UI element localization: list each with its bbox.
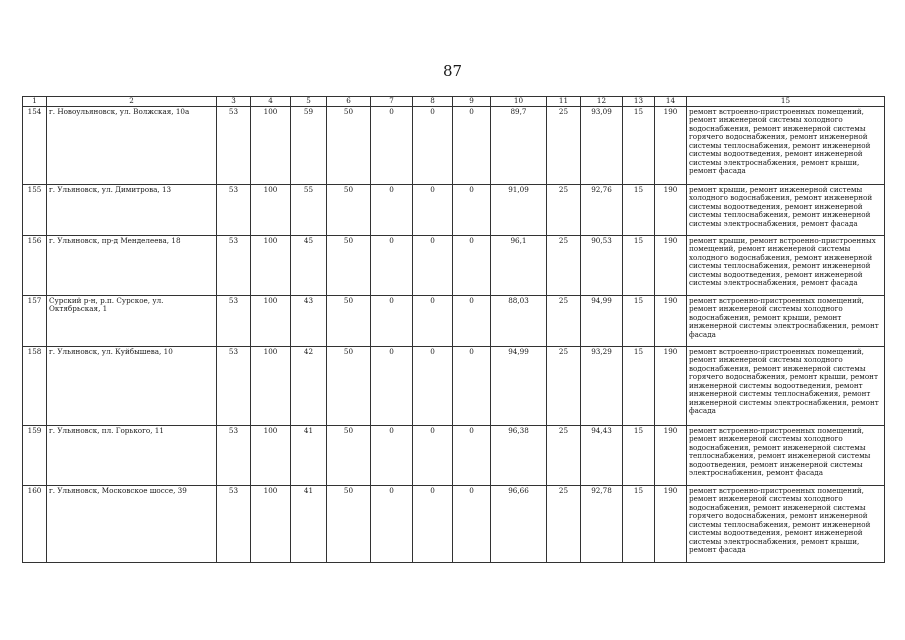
address-cell: Сурский р-н, р.п. Сурское, ул. Октябрьская, 1 [47,295,217,346]
address-cell: г. Ульяновск, пр-д Менделеева, 18 [47,235,217,295]
value-cell: 15 [623,106,655,184]
value-cell: 15 [623,425,655,485]
address-cell: г. Новоульяновск, ул. Волжская, 10а [47,106,217,184]
value-cell: 0 [371,425,413,485]
value-cell: 190 [655,425,687,485]
value-cell: 90,53 [581,235,623,295]
value-cell: 0 [453,425,491,485]
value-cell: 100 [251,295,291,346]
header-cell: 6 [327,97,371,107]
table-body [23,106,885,562]
value-cell: 0 [453,295,491,346]
value-cell: 53 [217,295,251,346]
value-cell: 0 [413,346,453,425]
value-cell: 50 [327,346,371,425]
value-cell: 41 [291,485,327,562]
value-cell: 0 [413,295,453,346]
value-cell: 190 [655,184,687,235]
value-cell: 15 [623,184,655,235]
header-cell: 8 [413,97,453,107]
value-cell: 96,1 [491,235,547,295]
value-cell: 100 [251,485,291,562]
value-cell: 94,99 [491,346,547,425]
value-cell: 190 [655,295,687,346]
value-cell: 0 [371,184,413,235]
table-row [23,485,885,562]
value-cell: 50 [327,295,371,346]
header-cell: 11 [547,97,581,107]
value-cell: 50 [327,184,371,235]
value-cell: 93,09 [581,106,623,184]
value-cell: 50 [327,425,371,485]
value-cell: 53 [217,425,251,485]
value-cell: 100 [251,106,291,184]
value-cell: 25 [547,235,581,295]
value-cell: 15 [623,295,655,346]
header-cell: 3 [217,97,251,107]
value-cell: 43 [291,295,327,346]
row-number-cell: 155 [23,184,47,235]
value-cell: 53 [217,346,251,425]
value-cell: 89,7 [491,106,547,184]
table-row [23,295,885,346]
value-cell: 55 [291,184,327,235]
value-cell: 50 [327,235,371,295]
row-number-cell: 157 [23,295,47,346]
header-cell: 2 [47,97,217,107]
header-cell: 1 [23,97,47,107]
header-cell: 13 [623,97,655,107]
value-cell: 92,76 [581,184,623,235]
value-cell: 96,66 [491,485,547,562]
value-cell: 91,09 [491,184,547,235]
value-cell: 88,03 [491,295,547,346]
value-cell: 41 [291,425,327,485]
value-cell: 0 [453,485,491,562]
value-cell: 25 [547,295,581,346]
value-cell: 0 [413,106,453,184]
table-row [23,106,885,184]
row-number-cell: 158 [23,346,47,425]
value-cell: 0 [371,106,413,184]
table-row [23,184,885,235]
value-cell: 0 [453,346,491,425]
header-cell: 12 [581,97,623,107]
value-cell: 15 [623,346,655,425]
value-cell: 25 [547,184,581,235]
works-cell: ремонт встроенно-пристроенных помещений, ремонт инженерной системы холодного водоснабжения, ремонт инженерной системы теплоснабжения, ремонт инженерной системы водоотведения, ремонт инженерной системы электроснабжения, ремонт фасада [687,425,885,485]
value-cell: 94,43 [581,425,623,485]
header-cell: 9 [453,97,491,107]
value-cell: 100 [251,184,291,235]
value-cell: 59 [291,106,327,184]
address-cell: г. Ульяновск, ул. Куйбышева, 10 [47,346,217,425]
value-cell: 45 [291,235,327,295]
header-cell: 14 [655,97,687,107]
value-cell: 0 [453,184,491,235]
address-cell: г. Ульяновск, пл. Горького, 11 [47,425,217,485]
works-cell: ремонт встроенно-пристроенных помещений, ремонт инженерной системы холодного водоснабжения, ремонт инженерной системы горячего водоснабжения, ремонт крыши, ремонт инженерной системы водоотведения, ремонт инженерной системы теплоснабжения, ремонт инженерной системы электроснабжения, ремонт фасада [687,346,885,425]
row-number-cell: 154 [23,106,47,184]
row-number-cell: 156 [23,235,47,295]
value-cell: 53 [217,184,251,235]
value-cell: 0 [371,485,413,562]
value-cell: 25 [547,106,581,184]
value-cell: 0 [453,235,491,295]
value-cell: 100 [251,346,291,425]
value-cell: 0 [413,485,453,562]
value-cell: 92,78 [581,485,623,562]
value-cell: 0 [371,295,413,346]
header-cell: 5 [291,97,327,107]
row-number-cell: 160 [23,485,47,562]
value-cell: 53 [217,485,251,562]
works-cell: ремонт встроенно-пристроенных помещений, ремонт инженерной системы холодного водоснабжения, ремонт инженерной системы горячего водоснабжения, ремонт инженерной системы теплоснабжения, ремонт инженерной системы водоотведения, ремонт инженерной системы электроснабжения, ремонт крыши, ремонт фасада [687,485,885,562]
row-number-cell: 159 [23,425,47,485]
address-cell: г. Ульяновск, ул. Димитрова, 13 [47,184,217,235]
header-cell: 10 [491,97,547,107]
repair-table [22,96,885,563]
value-cell: 0 [413,425,453,485]
value-cell: 25 [547,346,581,425]
works-cell: ремонт встроенно-пристроенных помещений, ремонт инженерной системы холодного водоснабжения, ремонт инженерной системы горячего водоснабжения, ремонт инженерной системы теплоснабжения, ремонт инженерной системы водоотведения, ремонт инженерной системы электроснабжения, ремонт крыши, ремонт фасада [687,106,885,184]
works-cell: ремонт встроенно-пристроенных помещений, ремонт инженерной системы холодного водоснабжения, ремонт крыши, ремонт инженерной системы электроснабжения, ремонт фасада [687,295,885,346]
value-cell: 100 [251,425,291,485]
header-cell: 4 [251,97,291,107]
value-cell: 25 [547,425,581,485]
value-cell: 96,38 [491,425,547,485]
value-cell: 94,99 [581,295,623,346]
value-cell: 0 [453,106,491,184]
value-cell: 0 [413,235,453,295]
works-cell: ремонт крыши, ремонт инженерной системы холодного водоснабжения, ремонт инженерной системы водоотведения, ремонт инженерной системы теплоснабжения, ремонт инженерной системы электроснабжения, ремонт фасада [687,184,885,235]
table-row [23,425,885,485]
address-cell: г. Ульяновск, Московское шоссе, 39 [47,485,217,562]
value-cell: 0 [371,235,413,295]
value-cell: 42 [291,346,327,425]
header-cell: 7 [371,97,413,107]
header-row [23,97,885,107]
value-cell: 50 [327,106,371,184]
works-cell: ремонт крыши, ремонт встроенно-пристроенных помещений, ремонт инженерной системы холодного водоснабжения, ремонт инженерной системы теплоснабжения, ремонт инженерной системы водоотведения, ремонт инженерной системы электроснабжения, ремонт фасада [687,235,885,295]
value-cell: 93,29 [581,346,623,425]
value-cell: 0 [413,184,453,235]
value-cell: 0 [371,346,413,425]
value-cell: 15 [623,235,655,295]
value-cell: 50 [327,485,371,562]
header-cell: 15 [687,97,885,107]
value-cell: 15 [623,485,655,562]
value-cell: 53 [217,235,251,295]
value-cell: 190 [655,485,687,562]
value-cell: 190 [655,235,687,295]
table-row [23,235,885,295]
value-cell: 25 [547,485,581,562]
value-cell: 190 [655,106,687,184]
value-cell: 100 [251,235,291,295]
value-cell: 53 [217,106,251,184]
table-row [23,346,885,425]
page-number: 87 [442,62,463,80]
value-cell: 190 [655,346,687,425]
